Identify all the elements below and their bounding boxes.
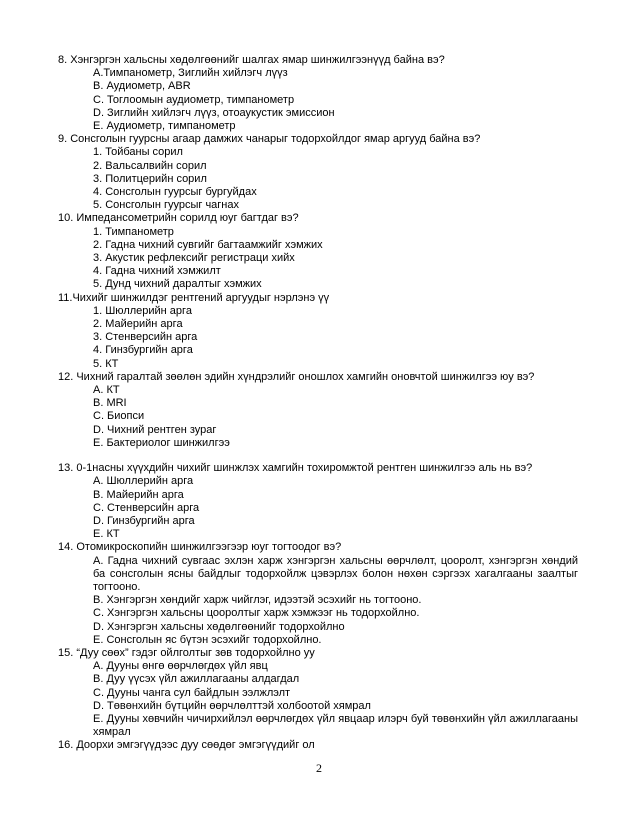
option: C. Дууны чанга сул байдлын ээлжлэлт	[93, 686, 291, 699]
option: B. Аудиометр, ABR	[93, 80, 191, 93]
option: E. Дууны хөвчийн чичирхийлэл өөрчлөгдөх үйл явцаар илэрч буй төвөнхийн үйл ажиллагааны хямрал	[93, 712, 578, 739]
question-list	[58, 54, 578, 753]
option: C. Тоглоомын аудиометр, тимпанометр	[93, 93, 295, 106]
option: 3. Стенверсийн арга	[93, 331, 198, 344]
option: E. КТ	[93, 528, 120, 541]
option-list	[58, 67, 578, 133]
option: D. Хэнгэргэн хальсны хөдөлгөөнийг тодорхойлно	[93, 620, 345, 633]
option: A. Гадна чихний сувгаас эхлэн харж хэнгэргэн хальсны өөрчлөлт, цооролт, хэнгэргэн хөндий ба сонсголын ясны байдлыг тодорхойлж цэвэрлэх болон нөхөн сэргээх хагалгааны заалтыг тогтооно.	[93, 554, 578, 593]
option: A. Шюллерийн арга	[93, 475, 194, 488]
question-text: 10. Импедансометрийн сорилд юуг багтдаг вэ?	[58, 212, 299, 225]
option: C. Биопси	[93, 410, 145, 423]
option-list	[58, 384, 578, 450]
option: 1. Тимпанометр	[93, 225, 174, 238]
option: 2. Вальсалвийн сорил	[93, 159, 207, 172]
option: 5. Дунд чихний даралтыг хэмжих	[93, 278, 262, 291]
question-12	[58, 371, 578, 450]
option: 2. Майерийн арга	[93, 318, 183, 331]
question-13	[58, 462, 578, 541]
option: B. Майерийн арга	[93, 488, 184, 501]
option-list	[58, 226, 578, 292]
option-list	[58, 146, 578, 212]
option: 5. Сонсголын гуурсыг чагнах	[93, 199, 240, 212]
question-text: 13. 0-1насны хүүхдийн чихийг шинжлэх хамгийн тохиромжтой рентген шинжилгээ аль нь вэ?	[58, 462, 533, 475]
option: D. Төвөнхийн бүтцийн өөрчлөлттэй холбоотой хямрал	[93, 699, 371, 712]
question-text: 9. Сонсголын гуурсны агаар дамжих чанарыг тодорхойлдог ямар аргууд байна вэ?	[58, 133, 481, 146]
option: A. Дууны өнгө өөрчлөгдөх үйл явц	[93, 660, 268, 673]
option-list	[58, 555, 578, 647]
option: D. Гинзбургийн арга	[93, 514, 195, 527]
option: E. Сонсголын яс бүтэн эсэхийг тодорхойлно.	[93, 633, 322, 646]
option: C. Стенверсийн арга	[93, 501, 200, 514]
blank-line	[58, 450, 578, 462]
option: 2. Гадна чихний сувгийг багтаамжийг хэмжих	[93, 238, 323, 251]
question-text: 16. Доорхи эмгэгүүдээс дуу сөөдөг эмгэгүүдийг ол	[58, 739, 315, 752]
option: 4. Гадна чихний хэмжилт	[93, 265, 221, 278]
option: E. Аудиометр, тимпанометр	[93, 120, 236, 133]
option: B. Дуу үүсэх үйл ажиллагааны алдагдал	[93, 673, 300, 686]
page-number: 2	[316, 761, 322, 775]
option: 3. Акустик рефлексийг регистраци хийх	[93, 252, 295, 265]
option: B. MRI	[93, 397, 127, 410]
option-list	[58, 475, 578, 541]
option: A. КТ	[93, 384, 120, 397]
option: 5. КТ	[93, 357, 119, 370]
question-8	[58, 54, 578, 133]
option: 1. Тойбаны сорил	[93, 146, 183, 159]
option-list	[58, 660, 578, 739]
question-9	[58, 133, 578, 212]
option: E. Бактериолог шинжилгээ	[93, 436, 230, 449]
option: D. Чихний рентген зураг	[93, 423, 217, 436]
option: D. Зиглийн хийлэгч лүүз, отоаукустик эмиссион	[93, 106, 335, 119]
question-text: 12. Чихний гаралтай зөөлөн эдийн хүндрэлийг оношлох хамгийн оновчтой шинжилгээ юу вэ?	[58, 370, 535, 383]
option: 4. Гинзбургийн арга	[93, 344, 193, 357]
question-text: 14. Отомикроскопийн шинжилгээгээр юуг тогтоодог вэ?	[58, 541, 342, 554]
question-15	[58, 647, 578, 739]
option: A.Тимпанометр, Зиглийн хийлэгч лүүз	[93, 67, 288, 80]
option: 1. Шюллерийн арга	[93, 304, 192, 317]
option: 4. Сонсголын гуурсыг бургуйдах	[93, 186, 257, 199]
question-10	[58, 212, 578, 291]
question-text: 15. “Дуу сөөх” гэдэг ойлголтыг зөв тодорхойлно уу	[58, 646, 315, 659]
question-16	[58, 739, 578, 752]
question-14	[58, 541, 578, 647]
question-text: 8. Хэнгэргэн хальсны хөдөлгөөнийг шалгах ямар шинжилгээнүүд байна вэ?	[58, 54, 445, 66]
option: B. Хэнгэргэн хөндийг харж чийглэг, идээтэй эсэхийг нь тогтооно.	[93, 594, 422, 607]
question-text: 11.Чихийг шинжилдэг рентгений аргуудыг нэрлэнэ үү	[58, 291, 330, 304]
option: 3. Политцерийн сорил	[93, 172, 207, 185]
option-list	[58, 305, 578, 371]
option: C. Хэнгэргэн хальсны цооролтыг харж хэмжээг нь тодорхойлно.	[93, 607, 420, 620]
question-11	[58, 292, 578, 371]
